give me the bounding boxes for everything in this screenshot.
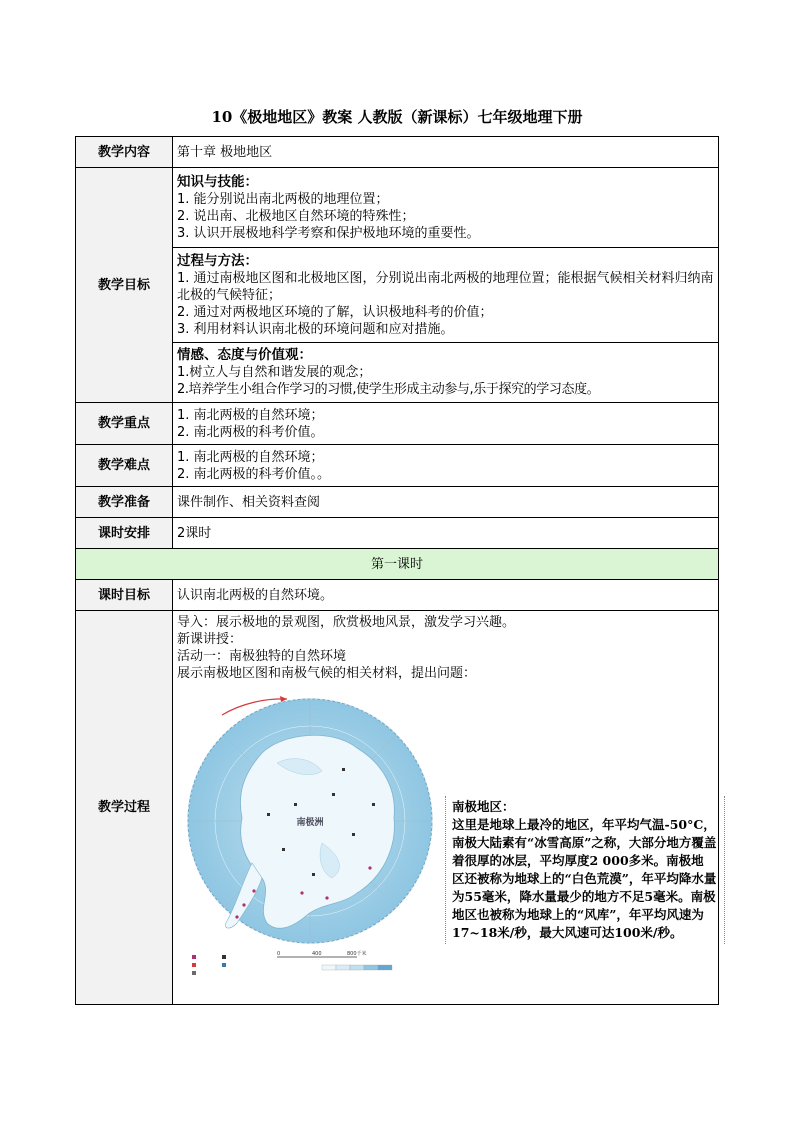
- objective-heading: 情感、态度与价值观：: [177, 347, 312, 363]
- svg-text:400: 400: [312, 951, 322, 957]
- row-objectives-2: [76, 248, 719, 343]
- objectives-process: [173, 248, 719, 343]
- objective-item: 1. 能分别说出南北两极的地理位置；: [177, 191, 389, 207]
- antarctica-map: [182, 693, 437, 981]
- value-content: 第十章 极地地区: [173, 137, 719, 168]
- objective-item: 2. 通过对两极地区环境的了解，认识极地科考的价值；: [177, 304, 493, 320]
- key-point-item: 1. 南北两极的自然环境；: [177, 407, 324, 423]
- label-process: 教学过程: [76, 611, 173, 1005]
- row-period-goal: [76, 580, 719, 611]
- objective-item: 2.培养学生小组合作学习的习惯,使学生形成主动参与,乐于探究的学习态度。: [177, 382, 600, 397]
- difficulty-item: 2. 南北两极的科考价值。。: [177, 466, 331, 482]
- objective-item: 1. 通过南极地区图和北极地区图，分别说出南北两极的地理位置；能根据气候相关材料归纳南北极的气候特征；: [177, 270, 714, 303]
- objective-item: 1.树立人与自然和谐发展的观念；: [177, 365, 372, 380]
- label-content: 教学内容: [76, 137, 173, 168]
- map-legend: [190, 950, 430, 979]
- key-point-item: 2. 南北两极的科考价值。: [177, 424, 324, 440]
- objective-heading: 过程与方法：: [177, 252, 258, 269]
- process-line: 展示南极地区图和南极气候的相关材料，提出问题：: [177, 666, 477, 681]
- continent-label: 南极洲: [296, 818, 324, 828]
- label-schedule: 课时安排: [76, 518, 173, 549]
- objective-item: 3. 利用材料认识南北极的环境问题和应对措施。: [177, 321, 454, 337]
- objective-heading: 知识与技能：: [177, 173, 258, 190]
- row-schedule: [76, 518, 719, 549]
- value-difficulties: [173, 445, 719, 487]
- objectives-knowledge: [173, 168, 719, 248]
- objectives-attitude: [173, 343, 719, 403]
- row-key-points: [76, 403, 719, 445]
- label-objectives: 教学目标: [76, 168, 173, 403]
- process-line: 新课讲授：: [177, 632, 243, 647]
- difficulty-item: 1. 南北两极的自然环境；: [177, 449, 324, 465]
- svg-text:800千米: 800千米: [347, 951, 367, 957]
- process-line: 活动一：南极独特的自然环境: [177, 649, 347, 664]
- antarctica-map-image: [182, 693, 437, 981]
- objective-item: 2. 说出南、北极地区自然环境的特殊性；: [177, 208, 415, 224]
- row-difficulties: [76, 445, 719, 487]
- figure-area: [177, 690, 717, 990]
- label-period-goal: 课时目标: [76, 580, 173, 611]
- value-key-points: [173, 403, 719, 445]
- row-content: [76, 137, 719, 168]
- value-preparation: 课件制作、相关资料查阅: [173, 487, 719, 518]
- period-banner: 第一课时: [76, 549, 719, 580]
- row-preparation: [76, 487, 719, 518]
- svg-text:0: 0: [277, 951, 281, 957]
- row-process: [76, 611, 719, 1005]
- row-objectives-1: [76, 168, 719, 248]
- info-text: 这里是地球上最冷的地区，年平均气温-50°C，南极大陆素有“冰雪高原”之称，大部分地方覆盖着很厚的冰层，平均厚度2 000多米。南极地 区还被称为地球上的“白色荒漠”，年平均降水量为55毫米，降水量最少的地方不足5毫米。南极地区也被称为地球上的“风库”，年平均风速为17~18米/秒，最大风速可达100米/秒。: [452, 817, 717, 940]
- document-title: 10《极地地区》教案 人教版（新课标）七年级地理下册: [211, 108, 583, 126]
- label-difficulties: 教学难点: [76, 445, 173, 487]
- info-heading: 南极地区：: [452, 799, 515, 814]
- row-period-banner: [76, 549, 719, 580]
- value-schedule: 2课时: [173, 518, 719, 549]
- label-preparation: 教学准备: [76, 487, 173, 518]
- label-key-points: 教学重点: [76, 403, 173, 445]
- row-objectives-3: [76, 343, 719, 403]
- process-line: 导入：展示极地的景观图，欣赏极地风景，激发学习兴趣。: [177, 615, 516, 630]
- value-period-goal: 认识南北两极的自然环境。: [173, 580, 719, 611]
- info-box-antarctica: [445, 796, 725, 944]
- lesson-plan-table: [75, 136, 719, 1005]
- objective-item: 3. 认识开展极地科学考察和保护极地环境的重要性。: [177, 225, 480, 241]
- value-process: [173, 611, 719, 1005]
